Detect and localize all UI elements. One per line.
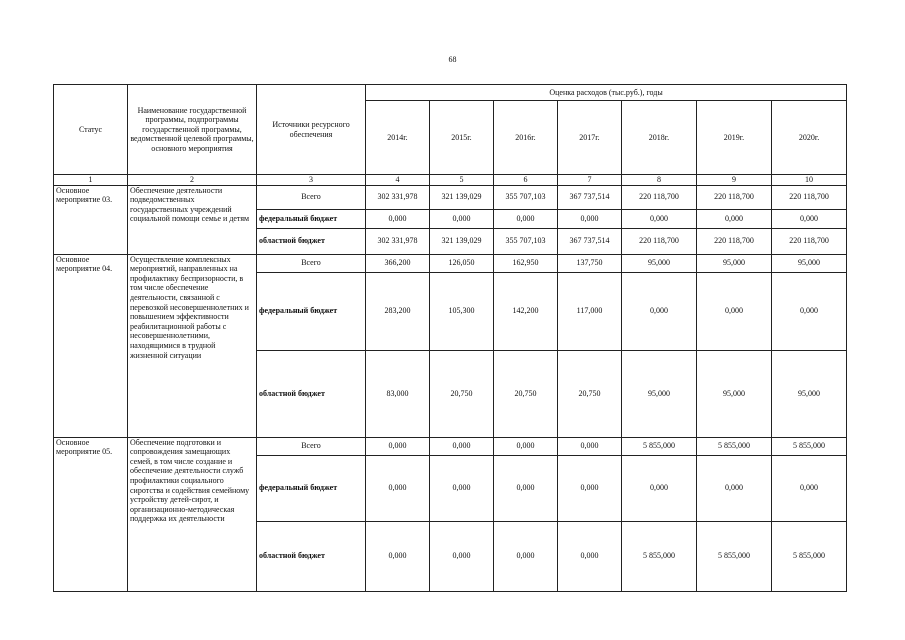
value-cell: 126,050 <box>430 254 494 272</box>
index-cell: 9 <box>697 175 772 186</box>
status-cell: Основное мероприятие 05. <box>54 437 128 591</box>
value-cell: 0,000 <box>622 209 697 228</box>
value-cell: 95,000 <box>622 254 697 272</box>
value-cell: 367 737,514 <box>558 185 622 209</box>
source-cell: Всего <box>257 254 366 272</box>
value-cell: 117,000 <box>558 272 622 350</box>
value-cell: 95,000 <box>697 254 772 272</box>
value-cell: 20,750 <box>494 350 558 437</box>
value-cell: 283,200 <box>366 272 430 350</box>
index-cell: 2 <box>128 175 257 186</box>
source-cell: областной бюджет <box>257 521 366 591</box>
header-year: 2018г. <box>622 101 697 175</box>
value-cell: 0,000 <box>772 272 847 350</box>
value-cell: 5 855,000 <box>622 437 697 455</box>
value-cell: 137,750 <box>558 254 622 272</box>
value-cell: 95,000 <box>697 350 772 437</box>
value-cell: 0,000 <box>697 455 772 521</box>
value-cell: 95,000 <box>772 254 847 272</box>
value-cell: 321 139,029 <box>430 228 494 254</box>
value-cell: 0,000 <box>558 521 622 591</box>
value-cell: 162,950 <box>494 254 558 272</box>
index-cell: 3 <box>257 175 366 186</box>
index-cell: 4 <box>366 175 430 186</box>
value-cell: 0,000 <box>622 272 697 350</box>
index-cell: 8 <box>622 175 697 186</box>
value-cell: 0,000 <box>622 455 697 521</box>
source-cell: областной бюджет <box>257 228 366 254</box>
value-cell: 0,000 <box>558 455 622 521</box>
value-cell: 0,000 <box>430 521 494 591</box>
header-status: Статус <box>54 85 128 175</box>
value-cell: 95,000 <box>622 350 697 437</box>
index-cell: 6 <box>494 175 558 186</box>
value-cell: 220 118,700 <box>772 228 847 254</box>
value-cell: 355 707,103 <box>494 228 558 254</box>
header-estimate: Оценка расходов (тыс.руб.), годы <box>366 85 847 101</box>
value-cell: 0,000 <box>366 521 430 591</box>
value-cell: 220 118,700 <box>622 228 697 254</box>
page-number: 68 <box>448 55 457 64</box>
value-cell: 20,750 <box>558 350 622 437</box>
value-cell: 220 118,700 <box>772 185 847 209</box>
value-cell: 302 331,978 <box>366 185 430 209</box>
name-cell: Обеспечение подготовки и сопровождения замещающих семей, в том числе создание и обеспечение деятельности служб профилактики социального сиротства и содействия семейному устройству детей-сирот, и организационно-методическая поддержка их деятельности <box>128 437 257 591</box>
header-year: 2015г. <box>430 101 494 175</box>
value-cell: 0,000 <box>494 455 558 521</box>
source-cell: федеральный бюджет <box>257 455 366 521</box>
value-cell: 220 118,700 <box>697 185 772 209</box>
index-cell: 10 <box>772 175 847 186</box>
value-cell: 5 855,000 <box>622 521 697 591</box>
status-cell: Основное мероприятие 04. <box>54 254 128 437</box>
value-cell: 366,200 <box>366 254 430 272</box>
source-cell: федеральный бюджет <box>257 272 366 350</box>
source-cell: Всего <box>257 437 366 455</box>
header-sources: Источники ресурсного обеспечения <box>257 85 366 175</box>
value-cell: 20,750 <box>430 350 494 437</box>
header-year: 2019г. <box>697 101 772 175</box>
index-cell: 7 <box>558 175 622 186</box>
value-cell: 355 707,103 <box>494 185 558 209</box>
index-cell: 1 <box>54 175 128 186</box>
value-cell: 5 855,000 <box>697 521 772 591</box>
header-year: 2016г. <box>494 101 558 175</box>
value-cell: 0,000 <box>366 455 430 521</box>
value-cell: 95,000 <box>772 350 847 437</box>
value-cell: 0,000 <box>772 455 847 521</box>
name-cell: Обеспечение деятельности подведомственных государственных учреждений социальной помощи семье и детям <box>128 185 257 254</box>
value-cell: 0,000 <box>366 209 430 228</box>
name-cell: Осуществление комплексных мероприятий, направленных на профилактику беспризорности, в том числе обеспечение деятельности, связанной с перевозкой несовершеннолетних и повышением эффективности реабилитационной работы с несовершеннолетними, находящимися в трудной жизненной ситуации <box>128 254 257 437</box>
value-cell: 0,000 <box>494 437 558 455</box>
value-cell: 0,000 <box>558 209 622 228</box>
value-cell: 83,000 <box>366 350 430 437</box>
value-cell: 0,000 <box>697 209 772 228</box>
value-cell: 0,000 <box>430 437 494 455</box>
value-cell: 5 855,000 <box>697 437 772 455</box>
header-name: Наименование государственной программы, подпрограммы государственной программы, ведомственной целевой программы, основного мероприятия <box>128 85 257 175</box>
source-cell: областной бюджет <box>257 350 366 437</box>
value-cell: 5 855,000 <box>772 521 847 591</box>
value-cell: 0,000 <box>772 209 847 228</box>
value-cell: 220 118,700 <box>622 185 697 209</box>
value-cell: 0,000 <box>697 272 772 350</box>
value-cell: 0,000 <box>494 521 558 591</box>
source-cell: Всего <box>257 185 366 209</box>
value-cell: 0,000 <box>494 209 558 228</box>
value-cell: 302 331,978 <box>366 228 430 254</box>
value-cell: 321 139,029 <box>430 185 494 209</box>
value-cell: 142,200 <box>494 272 558 350</box>
source-cell: федеральный бюджет <box>257 209 366 228</box>
index-cell: 5 <box>430 175 494 186</box>
status-cell: Основное мероприятие 03. <box>54 185 128 254</box>
value-cell: 0,000 <box>558 437 622 455</box>
value-cell: 105,300 <box>430 272 494 350</box>
budget-table <box>53 84 847 592</box>
value-cell: 0,000 <box>430 455 494 521</box>
value-cell: 220 118,700 <box>697 228 772 254</box>
header-year: 2017г. <box>558 101 622 175</box>
header-year: 2020г. <box>772 101 847 175</box>
value-cell: 367 737,514 <box>558 228 622 254</box>
value-cell: 0,000 <box>366 437 430 455</box>
value-cell: 5 855,000 <box>772 437 847 455</box>
value-cell: 0,000 <box>430 209 494 228</box>
header-year: 2014г. <box>366 101 430 175</box>
